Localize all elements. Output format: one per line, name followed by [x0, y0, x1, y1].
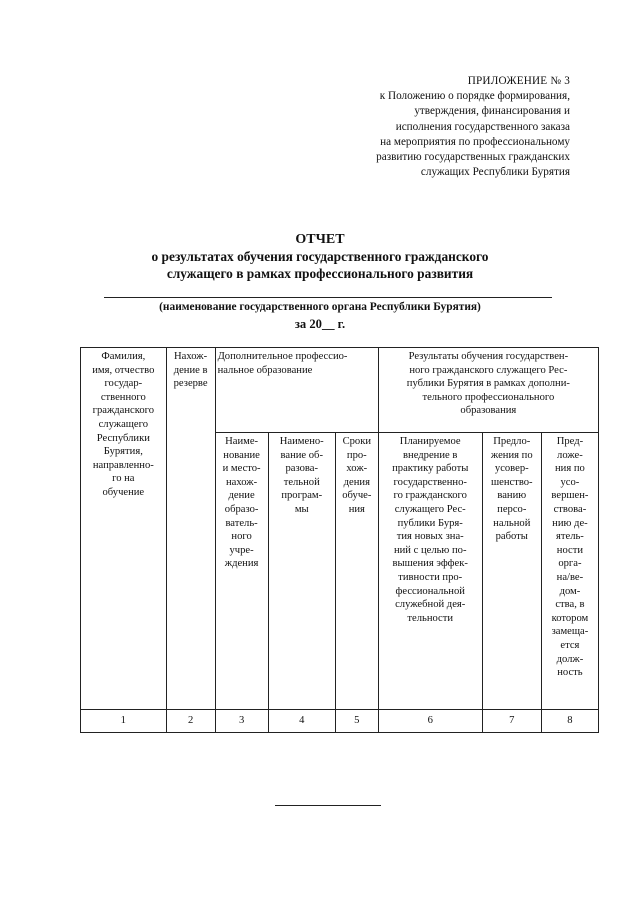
appendix-line: служащих Республики Бурятия [420, 166, 570, 179]
report-subtitle: о результатах обучения государственного гражданского служащего в рамках профессионального развития [151, 249, 489, 282]
header-full-name: Фамилия, имя, отчество государ- ственного гражданского служащего Республики Бурятия, направленно- го на обучение [81, 348, 167, 710]
header-in-reserve: Нахож- дение в резерве [166, 348, 215, 710]
table-column-numbers-row [81, 710, 599, 733]
column-number: 5 [335, 710, 378, 733]
column-number: 3 [215, 710, 268, 733]
column-number: 6 [378, 710, 482, 733]
header-institution: Наиме- нование и место- нахож- дение образо- ватель- ного учре- ждения [215, 433, 268, 710]
header-agency-proposals: Пред- ложе- ния по усо- вершен- ствова- нию де- ятель- ности орга- на/ве- дом- ства, в котором замеща- ется долж- ность [541, 433, 598, 710]
report-table [80, 347, 599, 733]
appendix-note [270, 74, 570, 180]
column-number: 8 [541, 710, 598, 733]
table-header-row [81, 348, 599, 433]
column-number: 1 [81, 710, 167, 733]
header-group-additional-education: Дополнительное профессио- нальное образование [215, 348, 378, 433]
appendix-line: исполнения государственного заказа [395, 120, 570, 133]
appendix-line: к Положению о порядке формирования, [379, 90, 570, 103]
report-period: за 20__ г. [294, 317, 346, 331]
column-number: 7 [482, 710, 541, 733]
column-number: 4 [268, 710, 335, 733]
appendix-line: утверждения, финансирования и [414, 105, 570, 118]
appendix-title: ПРИЛОЖЕНИЕ № 3 [467, 75, 570, 87]
header-personal-work-proposals: Предло- жения по усовер- шенство- ванию персо- нальной работы [482, 433, 541, 710]
header-group-training-results: Результаты обучения государствен- ного гражданского служащего Рес- публики Бурятия в рамках дополни- тельного профессионального образования [378, 348, 598, 433]
header-planned-implementation: Планируемое внедрение в практику работы государственно- го гражданского служащего Рес- публики Буря- тия новых зна- ний с целью по- вышения эффек- тивности про- фессиональной служебной дея- тельности [378, 433, 482, 710]
appendix-line: развитию государственных гражданских [376, 151, 570, 164]
org-name-blank-line [104, 297, 552, 298]
header-training-dates: Сроки про- хож- дения обуче- ния [335, 433, 378, 710]
report-title: ОТЧЕТ [295, 232, 345, 247]
appendix-line: на мероприятия по профессиональному [380, 135, 570, 148]
org-name-caption: (наименование государственного органа Республики Бурятия) [159, 301, 481, 313]
header-program-name: Наимено- вание об- разова- тельной програм- мы [268, 433, 335, 710]
footer-separator-line [275, 805, 381, 806]
column-number: 2 [166, 710, 215, 733]
